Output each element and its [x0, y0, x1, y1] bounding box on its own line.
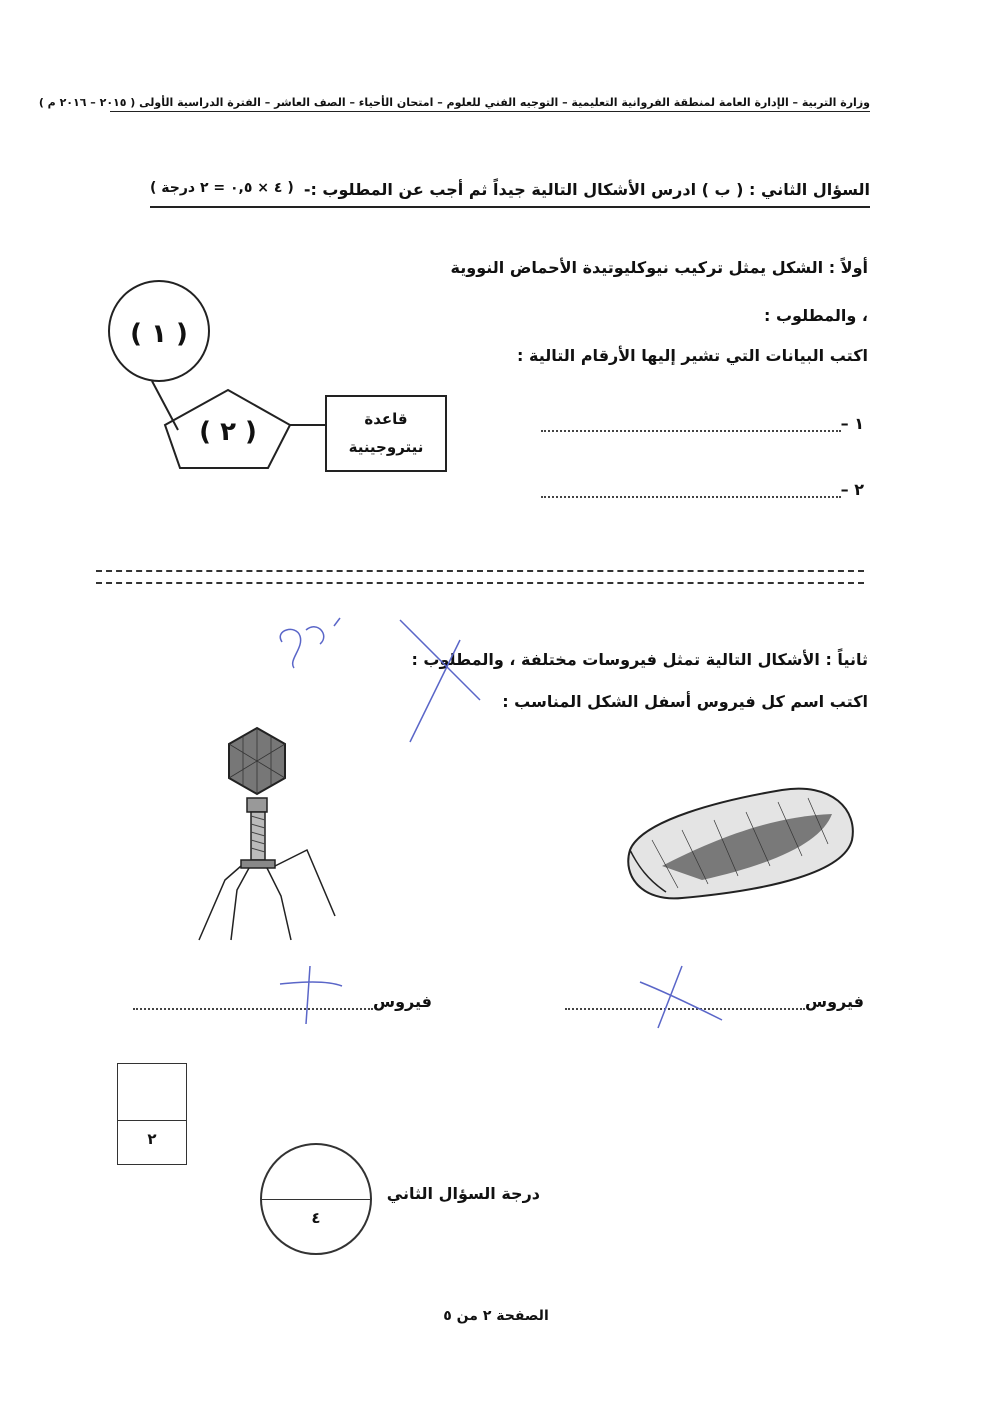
question-grade-label: درجة السؤال الثاني [386, 1184, 540, 1203]
grade-box-value: ٢ [147, 1130, 157, 1148]
answer-pen-marks [270, 960, 730, 1030]
circle-label: ( ١ ) [130, 319, 188, 349]
part1-instruction: اكتب البيانات التي تشير إليها الأرقام التالية : [517, 346, 868, 365]
grade-circle-divider [262, 1199, 370, 1200]
answer-number: ١ – [840, 414, 864, 433]
question-score: ( ٤ × ٠,٥ = ٢ درجة ) [150, 180, 294, 196]
cross-mark-icon [400, 620, 480, 700]
grade-circle [260, 1143, 372, 1255]
section-separator [96, 570, 864, 584]
virus-label: فيروس [373, 992, 432, 1011]
grade-circle-value: ٤ [311, 1209, 321, 1227]
cross-mark-icon [640, 966, 722, 1028]
part2-intro: ثانياً : الأشكال التالية تمثل فيروسات مختلفة ، والمطلوب : [411, 650, 868, 669]
question-title: السؤال الثاني : ( ب ) ادرس الأشكال التالية جيداً ثم أجب عن المطلوب :- [303, 180, 870, 199]
base-box [326, 396, 446, 471]
bacteriophage-image [185, 720, 355, 950]
part2-instruction: اكتب اسم كل فيروس أسفل الشكل المناسب : [502, 692, 868, 711]
answer-number: ٢ – [840, 480, 864, 499]
bond-line [152, 381, 178, 430]
grade-box-divider [118, 1120, 186, 1121]
part1-intro: أولاً : الشكل يمثل تركيب نيوكليوتيدة الأحماض النووية [450, 258, 868, 277]
virus-label: فيروس [805, 992, 864, 1011]
phage-baseplate [241, 860, 275, 868]
answer-line-1[interactable] [531, 414, 864, 433]
pentagon-label: ( ٢ ) [199, 417, 257, 447]
part1-required: ، والمطلوب : [763, 306, 868, 325]
scribble-icon [280, 618, 340, 668]
nucleotide-diagram [100, 280, 460, 480]
base-label-line2: نيتروجينية [348, 438, 424, 456]
answer-line-2[interactable] [531, 480, 864, 499]
cross-mark-icon [280, 966, 342, 1024]
question-title-bar [150, 178, 870, 208]
exam-header: وزارة التربية – الإدارة العامة لمنطقة الفروانية التعليمية – التوجيه الفني للعلوم – امتحان الأحياء – الصف العاشر – الفترة الدراسية الأولى ( ٢٠١٥ – ٢٠١٦ م ) [110, 96, 870, 112]
grade-box [117, 1063, 187, 1165]
page-number: الصفحة ٢ من ٥ [443, 1308, 549, 1324]
answer-blank[interactable] [541, 484, 841, 498]
base-label-line1: قاعدة [364, 410, 408, 428]
answer-blank[interactable] [541, 418, 841, 432]
phage-collar [247, 798, 267, 812]
rod-virus-image [622, 780, 872, 910]
